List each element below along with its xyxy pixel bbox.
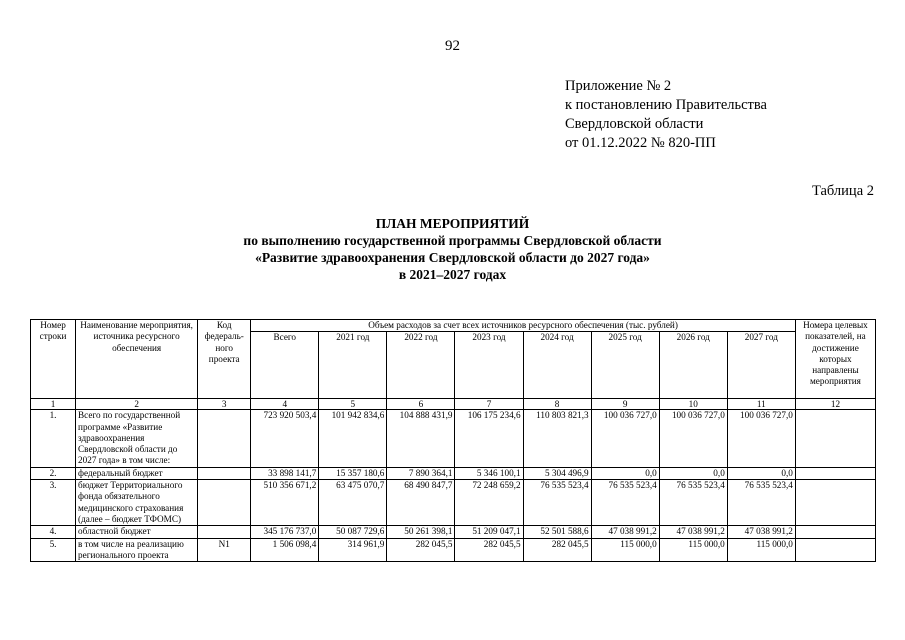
row-total: 510 356 671,2: [251, 480, 319, 526]
table-row: [31, 410, 876, 467]
row-code: [198, 526, 251, 538]
row-value-2027: 100 036 727,0: [727, 410, 795, 467]
row-value-2025: 0,0: [591, 467, 659, 479]
header-row: [31, 320, 876, 332]
row-value-2023: 51 209 047,1: [455, 526, 523, 538]
row-number: 3.: [31, 480, 76, 526]
header-expenses: Объем расходов за счет всех источников ресурсного обеспечения (тыс. рублей): [251, 320, 796, 332]
column-number: 12: [795, 399, 875, 410]
row-value-2027: 47 038 991,2: [727, 526, 795, 538]
row-value-2023: 106 175 234,6: [455, 410, 523, 467]
column-number: 5: [319, 399, 387, 410]
row-value-2027: 76 535 523,4: [727, 480, 795, 526]
row-value-2022: 104 888 431,9: [387, 410, 455, 467]
row-value-2025: 76 535 523,4: [591, 480, 659, 526]
row-number: 2.: [31, 467, 76, 479]
table-row: [31, 538, 876, 562]
document-title: [0, 215, 905, 283]
appendix-line: Приложение № 2: [565, 78, 672, 94]
header-target-numbers: Номера целевых показателей, на достижение которых направлены мероприятия: [795, 320, 875, 399]
row-code: N1: [198, 538, 251, 562]
row-value-2021: 63 475 070,7: [319, 480, 387, 526]
row-value-2022: 50 261 398,1: [387, 526, 455, 538]
table-row: [31, 526, 876, 538]
column-number: 8: [523, 399, 591, 410]
row-value-2021: 50 087 729,6: [319, 526, 387, 538]
row-targets: [795, 538, 875, 562]
appendix-line: к постановлению Правительства: [565, 97, 767, 113]
header-year: 2022 год: [387, 332, 455, 399]
header-year: 2025 год: [591, 332, 659, 399]
row-value-2025: 47 038 991,2: [591, 526, 659, 538]
row-targets: [795, 467, 875, 479]
row-value-2021: 15 357 180,6: [319, 467, 387, 479]
column-number: 9: [591, 399, 659, 410]
column-number-row: [31, 399, 876, 410]
title-line: ПЛАН МЕРОПРИЯТИЙ: [375, 216, 530, 231]
row-value-2022: 68 490 847,7: [387, 480, 455, 526]
table-label: Таблица 2: [811, 183, 874, 199]
plan-table: [30, 319, 876, 562]
column-number: 11: [727, 399, 795, 410]
row-value-2021: 101 942 834,6: [319, 410, 387, 467]
row-number: 4.: [31, 526, 76, 538]
header-row-number: Номер строки: [31, 320, 76, 399]
row-number: 1.: [31, 410, 76, 467]
row-value-2024: 282 045,5: [523, 538, 591, 562]
column-number: 3: [198, 399, 251, 410]
row-value-2026: 47 038 991,2: [659, 526, 727, 538]
column-number: 6: [387, 399, 455, 410]
row-value-2021: 314 961,9: [319, 538, 387, 562]
column-number: 1: [31, 399, 76, 410]
appendix-block: [565, 77, 767, 153]
header-name: Наименование мероприятия, источника ресурсного обеспечения: [76, 320, 198, 399]
row-name: Всего по государственной программе «Развитие здравоохранения Свердловской области до 2027 года» в том числе:: [76, 410, 198, 467]
column-number: 10: [659, 399, 727, 410]
table-row: [31, 467, 876, 479]
row-value-2024: 5 304 496,9: [523, 467, 591, 479]
header-total: Всего: [251, 332, 319, 399]
row-total: 33 898 141,7: [251, 467, 319, 479]
row-value-2022: 7 890 364,1: [387, 467, 455, 479]
page-number: 92: [445, 38, 460, 54]
header-federal-code: Код федераль-ного проекта: [198, 320, 251, 399]
column-number: 4: [251, 399, 319, 410]
row-value-2024: 52 501 588,6: [523, 526, 591, 538]
row-value-2024: 76 535 523,4: [523, 480, 591, 526]
header-year: 2021 год: [319, 332, 387, 399]
row-code: [198, 467, 251, 479]
row-value-2023: 5 346 100,1: [455, 467, 523, 479]
row-value-2025: 100 036 727,0: [591, 410, 659, 467]
row-targets: [795, 480, 875, 526]
row-value-2023: 282 045,5: [455, 538, 523, 562]
row-total: 1 506 098,4: [251, 538, 319, 562]
appendix-line: от 01.12.2022 № 820-ПП: [565, 135, 716, 151]
column-number: 2: [76, 399, 198, 410]
row-total: 345 176 737,0: [251, 526, 319, 538]
row-value-2023: 72 248 659,2: [455, 480, 523, 526]
row-name: бюджет Территориального фонда обязательного медицинского страхования (далее – бюджет ТФОМС): [76, 480, 198, 526]
title-line: в 2021–2027 годах: [398, 267, 507, 282]
title-line: «Развитие здравоохранения Свердловской области до 2027 года»: [255, 250, 650, 265]
row-name: областной бюджет: [76, 526, 198, 538]
row-value-2024: 110 803 821,3: [523, 410, 591, 467]
header-year: 2024 год: [523, 332, 591, 399]
header-year: 2027 год: [727, 332, 795, 399]
row-value-2022: 282 045,5: [387, 538, 455, 562]
row-name: федеральный бюджет: [76, 467, 198, 479]
table-row: [31, 480, 876, 526]
row-value-2026: 100 036 727,0: [659, 410, 727, 467]
header-year: 2023 год: [455, 332, 523, 399]
appendix-line: Свердловской области: [565, 116, 704, 132]
row-targets: [795, 410, 875, 467]
row-targets: [795, 526, 875, 538]
row-value-2026: 115 000,0: [659, 538, 727, 562]
row-value-2026: 0,0: [659, 467, 727, 479]
row-number: 5.: [31, 538, 76, 562]
row-value-2027: 115 000,0: [727, 538, 795, 562]
title-line: по выполнению государственной программы Свердловской области: [243, 233, 662, 248]
header-year: 2026 год: [659, 332, 727, 399]
row-code: [198, 480, 251, 526]
row-code: [198, 410, 251, 467]
column-number: 7: [455, 399, 523, 410]
row-value-2026: 76 535 523,4: [659, 480, 727, 526]
row-value-2025: 115 000,0: [591, 538, 659, 562]
row-value-2027: 0,0: [727, 467, 795, 479]
row-total: 723 920 503,4: [251, 410, 319, 467]
row-name: в том числе на реализацию регионального проекта: [76, 538, 198, 562]
